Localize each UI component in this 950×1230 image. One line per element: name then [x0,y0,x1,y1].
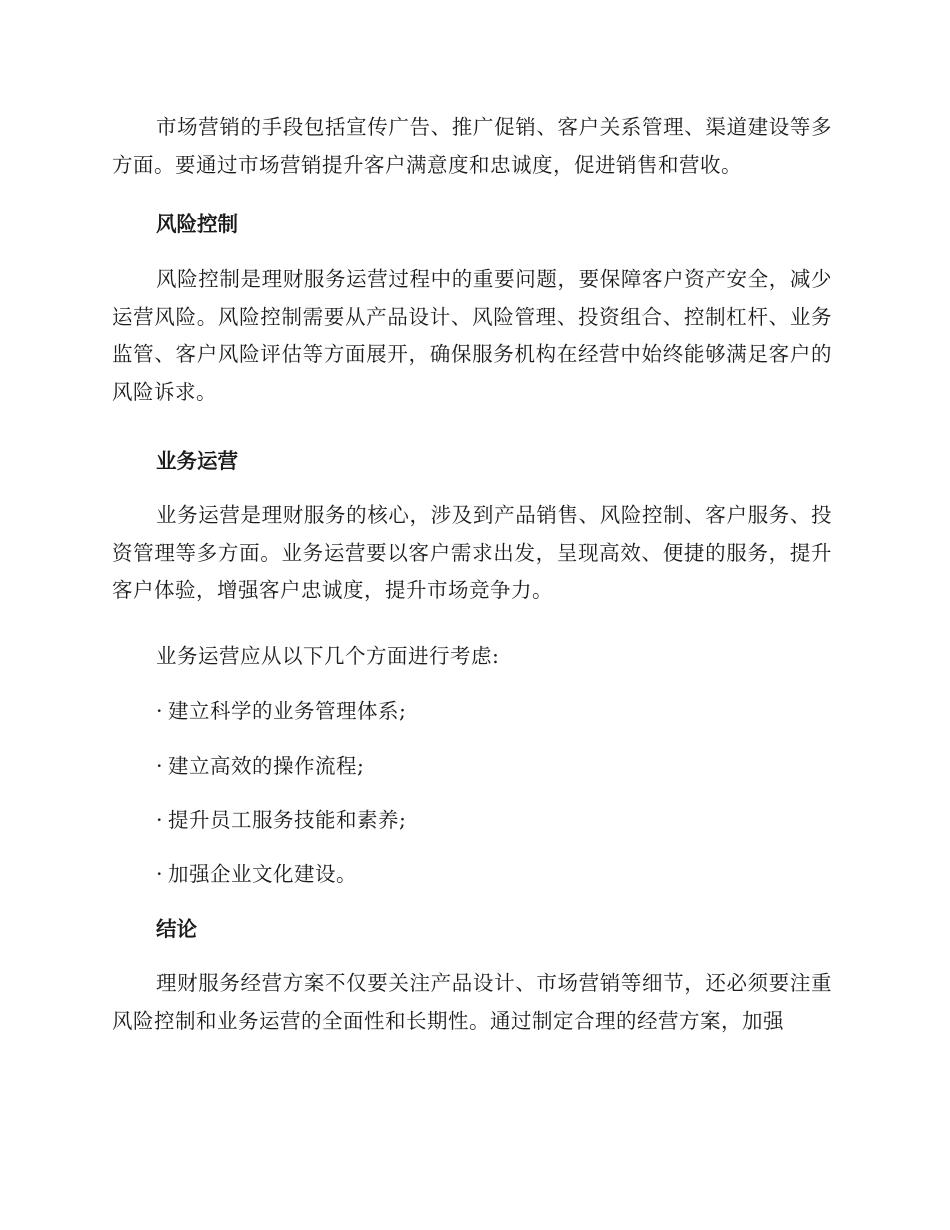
list-item-text: 建立科学的业务管理体系; [168,699,407,723]
list-item [156,696,406,726]
heading-business-operations: 业务运营 [156,449,238,473]
paragraph-conclusion: 理财服务经营方案不仅要关注产品设计、市场营销等细节，还必须要注重风险控制和业务运营的全面性和长期性。通过制定合理的经营方案，加强 [112,971,832,1033]
list-item-text: 提升员工服务技能和素养; [168,808,407,832]
bullet-marker: · [156,808,164,832]
paragraph-business-operations: 业务运营是理财服务的核心，涉及到产品销售、风险控制、客户服务、投资管理等多方面。业务运营要以客户需求出发，呈现高效、便捷的服务，提升客户体验，增强客户忠诚度，提升市场竞争力。 [112,503,832,602]
bullet-marker: · [156,754,164,778]
list-item-text: 建立高效的操作流程; [168,754,365,778]
paragraph-risk-control: 风险控制是理财服务运营过程中的重要问题，要保障客户资产安全，减少运营风险。风险控制需要从产品设计、风险管理、投资组合、控制杠杆、业务监管、客户风险评估等方面展开，确保服务机构在经营中始终能够满足客户的风险诉求。 [112,267,832,404]
bullet-marker: · [156,699,164,723]
operations-intro: 业务运营应从以下几个方面进行考虑: [156,644,500,668]
heading-risk-control: 风险控制 [156,212,238,236]
list-item [156,751,364,781]
bullet-marker: · [156,862,164,886]
list-item [156,805,406,835]
list-item [156,859,357,889]
heading-conclusion: 结论 [156,917,197,941]
list-item-text: 加强企业文化建设。 [168,862,357,886]
paragraph-marketing: 市场营销的手段包括宣传广告、推广促销、客户关系管理、渠道建设等多方面。要通过市场营销提升客户满意度和忠诚度，促进销售和营收。 [112,115,832,177]
